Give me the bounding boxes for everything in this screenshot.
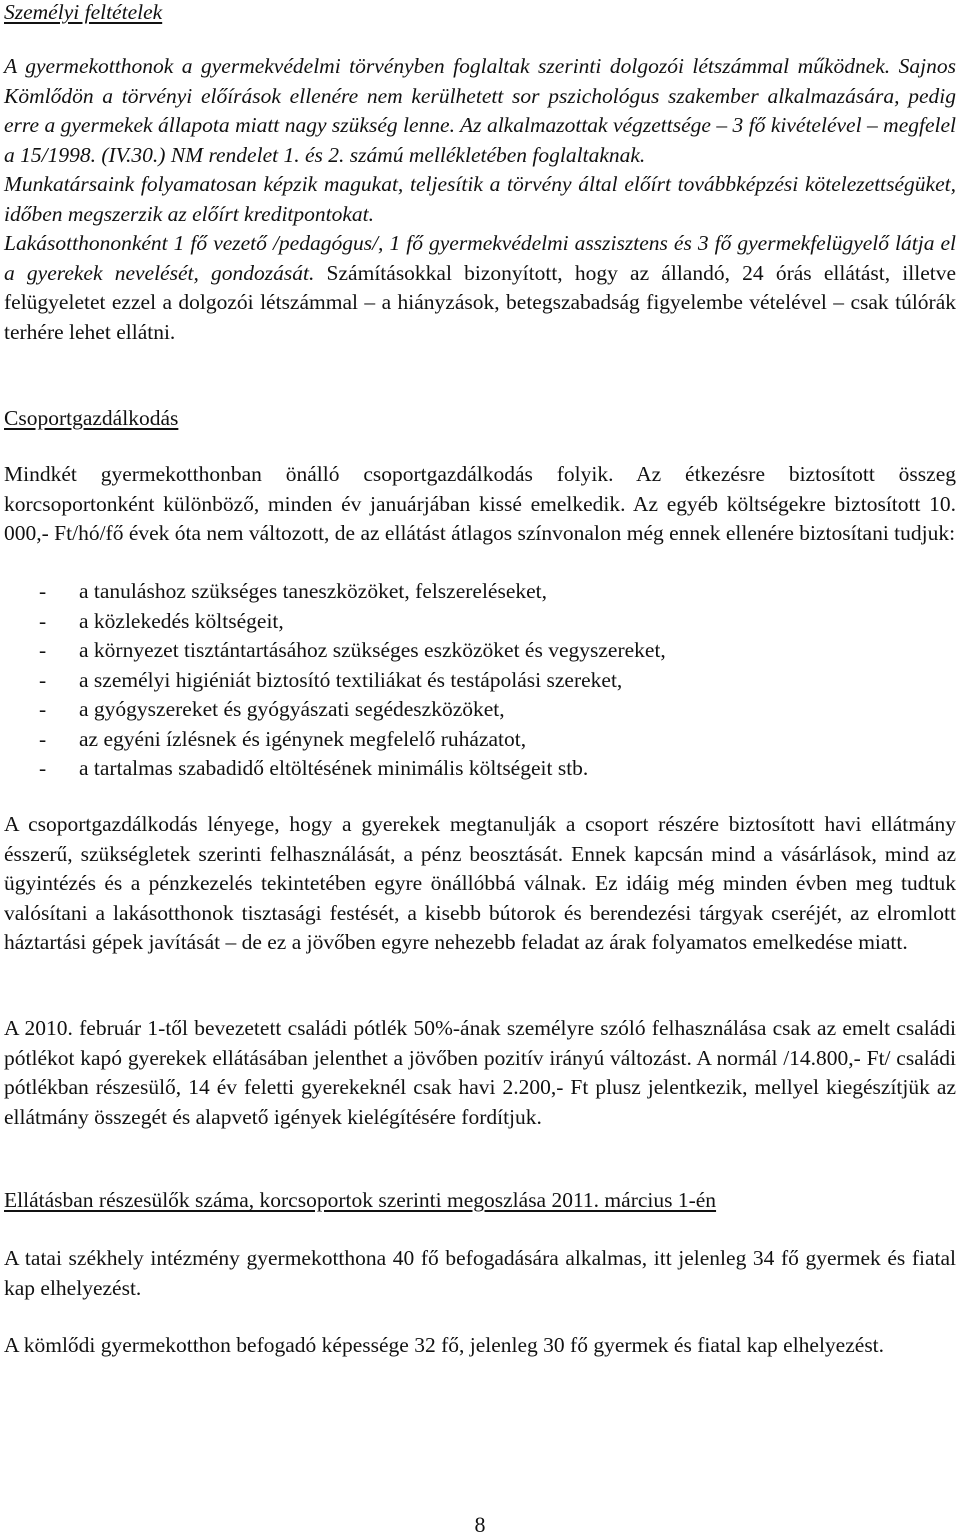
bullet-dash: - <box>39 608 47 633</box>
list-item: - a környezet tisztántartásához szükséges eszközöket és vegyszereket, <box>4 636 956 666</box>
section-heading-szemelyi-feltetelek: Személyi feltételek <box>4 0 163 24</box>
list-item: - a gyógyszereket és gyógyászati segédeszközöket, <box>4 695 956 725</box>
section3-paragraph-tata: A tatai székhely intézmény gyermekotthona 40 fő befogadására alkalmas, itt jelenleg 34 fő gyermek és fiatal kap elhelyezést. <box>4 1246 956 1300</box>
section1-paragraph: Munkatársaink folyamatosan képzik magukat, teljesítik a törvény által előírt továbbképzési kötelezettségüket, időben megszerzik az előírt kreditpontokat. <box>4 172 956 226</box>
section2-intro: Mindkét gyermekotthonban önálló csoportgazdálkodás folyik. Az étkezésre biztosított összeg korcsoportonként különböző, minden év januárjában kissé emelkedik. Az egyéb költségekre biztosított 10. 000,- Ft/hó/fő évek óta nem változott, de az ellátást átlagos színvonalon még ennek ellenére biztosítani tudjuk: <box>4 462 956 545</box>
bullet-dash: - <box>39 638 47 662</box>
section1-paragraph: A gyermekotthonok a gyermekvédelmi törvényben foglaltak szerinti dolgozói létszámmal működnek. Sajnos Kömlődön a törvényi előírások ellenére nem kerülhetett sor pszichológus szakember alkalmazására, pedig erre a gyermekek állapota miatt nagy szükség lenne. Az alkalmazottak végzettsége – 3 fő kivételével – megfelel a 15/1998. (IV.30.) NM rendelet 1. és 2. számú mellékletében foglaltaknak. <box>4 54 956 167</box>
section2-paragraph-lenyege: A csoportgazdálkodás lényege, hogy a gyerekek megtanulják a csoport részére biztosított havi ellátmány ésszerű, szükségletek szerinti felhasználását, a pénz beosztását. Ennek kapcsán mind a vásárlások, mind az ügyintézés és a pénzkezelés tekintetében egyre önállóbbá válnak. Ez idáig még minden évben meg tudtuk valósítani a lakásotthonok tisztasági festését, a kisebb bútorok és berendezési tárgyak cseréjét, az elromlott háztartási gépek javítását – de ez a jövőben egyre nehezebb feladat az árak folyamatos emelkedése miatt. <box>4 812 956 954</box>
bullet-dash: - <box>39 697 47 721</box>
bullet-dash: - <box>39 579 47 603</box>
section2-bullet-list <box>4 577 956 784</box>
section1-paragraph <box>4 231 956 344</box>
list-item: - az egyéni ízlésnek és igénynek megfelelő ruházatot, <box>4 725 956 755</box>
section3-paragraph-komlod: A kömlődi gyermekotthon befogadó képessége 32 fő, jelenleg 30 fő gyermek és fiatal kap elhelyezést. <box>4 1333 885 1357</box>
list-item: - a személyi higiéniát biztosító textiliákat és testápolási szereket, <box>4 666 956 696</box>
section1-paragraph-part: Lakásotthononként 1 fő vezető /pedagógus/, 1 fő gyermekvédelmi asszisztens és 3 fő gyermekfelügyelő látja el a gyerekek nevelését, gondozását. <box>4 231 956 285</box>
list-item: - a tartalmas szabadidő eltöltésének minimális költségeit stb. <box>4 754 956 784</box>
section-heading-ellatasban-reszesulok: Ellátásban részesülők száma, korcsoportok szerinti megoszlása 2011. március 1-én <box>4 1188 717 1212</box>
section1-body <box>4 52 956 347</box>
bullet-dash: - <box>39 726 47 751</box>
page-number: 8 <box>474 1512 486 1537</box>
list-item: - a közlekedés költségeit, <box>4 607 956 637</box>
list-item: - a tanuláshoz szükséges taneszközöket, felszereléseket, <box>4 577 956 607</box>
section1-paragraph-part: Számításokkal bizonyított, hogy az állandó, 24 órás ellátást, illetve felügyeletet ezzel a dolgozói létszámmal – a hiányzások, betegszabadság figyelembe vételével – csak túlórák terhére lehet ellátni. <box>4 260 957 344</box>
section-heading-csoportgazdalkodas: Csoportgazdálkodás <box>4 406 179 430</box>
bullet-dash: - <box>39 667 47 692</box>
bullet-dash: - <box>39 756 47 780</box>
section2-paragraph-csaladi-potlek: A 2010. február 1-től bevezetett családi pótlék 50%-ának személyre szóló felhasználása csak az emelt családi pótlékot kapó gyerekek ellátásában jelenthet a jövőben pozitív irányú változást. A normál /14.800,- Ft/ családi pótlékban részesülő, 14 év feletti gyerekeknél csak havi 2.200,- Ft plusz jelentkezik, mellyel kiegészítjük az ellátmány összegét és alapvető igények kielégítésére fordítjuk. <box>4 1016 956 1129</box>
